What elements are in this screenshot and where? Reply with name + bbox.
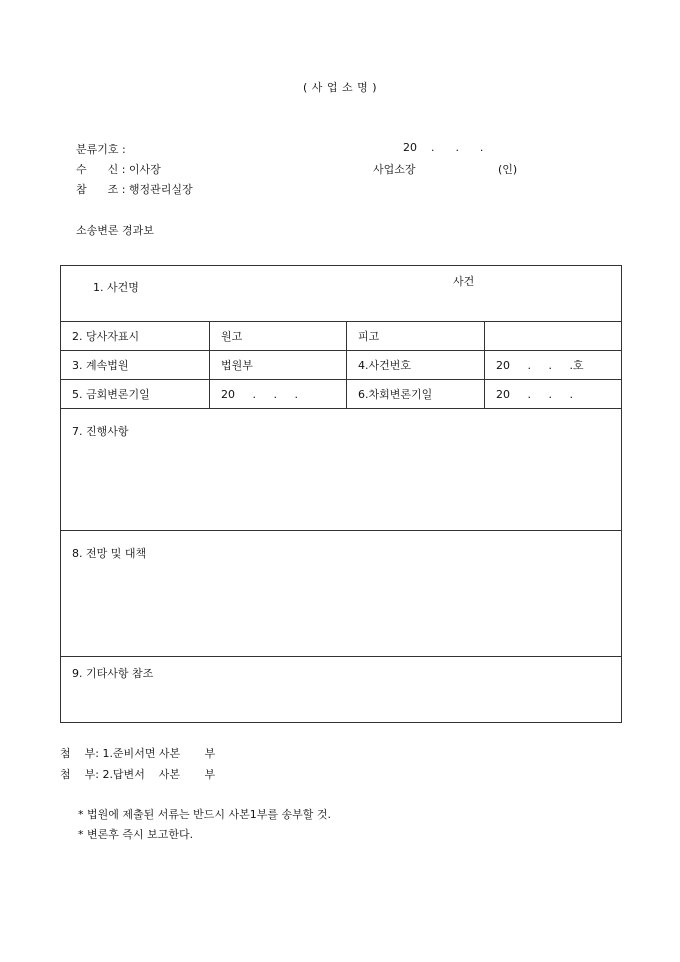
note-item: * 법원에 제출된 서류는 반드시 사본1부를 송부할 것. <box>78 808 331 821</box>
outlook-row <box>61 531 622 657</box>
next-hearing-value: 20 . . . <box>485 380 622 409</box>
this-hearing-label: 5. 금회변론기일 <box>61 380 210 409</box>
this-hearing-value: 20 . . . <box>210 380 347 409</box>
plaintiff-label: 원고 <box>210 322 347 351</box>
seal-label: (인) <box>498 163 518 176</box>
note-item: * 변론후 즉시 보고한다. <box>78 828 194 841</box>
parties-row <box>61 322 622 351</box>
case-name-row <box>61 266 622 322</box>
reference-label: 참 조 : 행정관리실장 <box>76 183 193 196</box>
recipient-label: 수 신 : 이사장 <box>76 163 161 176</box>
date-label: 20 . . . <box>403 141 484 154</box>
progress-label: 7. 진행사항 <box>61 409 622 531</box>
case-number-label: 4.사건번호 <box>347 351 485 380</box>
hearing-row <box>61 380 622 409</box>
subject-label: 소송변론 경과보 <box>76 224 154 237</box>
case-name-cell <box>61 266 622 322</box>
court-label: 3. 계속법원 <box>61 351 210 380</box>
defendant-label: 피고 <box>347 322 485 351</box>
classification-label: 분류기호 : <box>76 143 126 156</box>
attachment-item: 첨 부: 1.준비서면 사본 부 <box>60 747 216 760</box>
next-hearing-label: 6.차회변론기일 <box>347 380 485 409</box>
court-row <box>61 351 622 380</box>
case-name-label: 1. 사건명 <box>92 281 139 294</box>
defendant-value <box>485 322 622 351</box>
parties-label: 2. 당사자표시 <box>61 322 210 351</box>
attachment-item: 첨 부: 2.답변서 사본 부 <box>60 768 216 781</box>
report-table <box>60 265 622 723</box>
progress-row <box>61 409 622 531</box>
court-dept: 법원부 <box>210 351 347 380</box>
case-suffix: 사건 <box>453 275 475 288</box>
other-row <box>61 657 622 723</box>
other-label: 9. 기타사항 참조 <box>61 657 622 723</box>
document-title: ( 사 업 소 명 ) <box>302 81 378 94</box>
sender-label: 사업소장 <box>373 163 416 176</box>
case-number-value: 20 . . .호 <box>485 351 622 380</box>
outlook-label: 8. 전망 및 대책 <box>61 531 622 657</box>
